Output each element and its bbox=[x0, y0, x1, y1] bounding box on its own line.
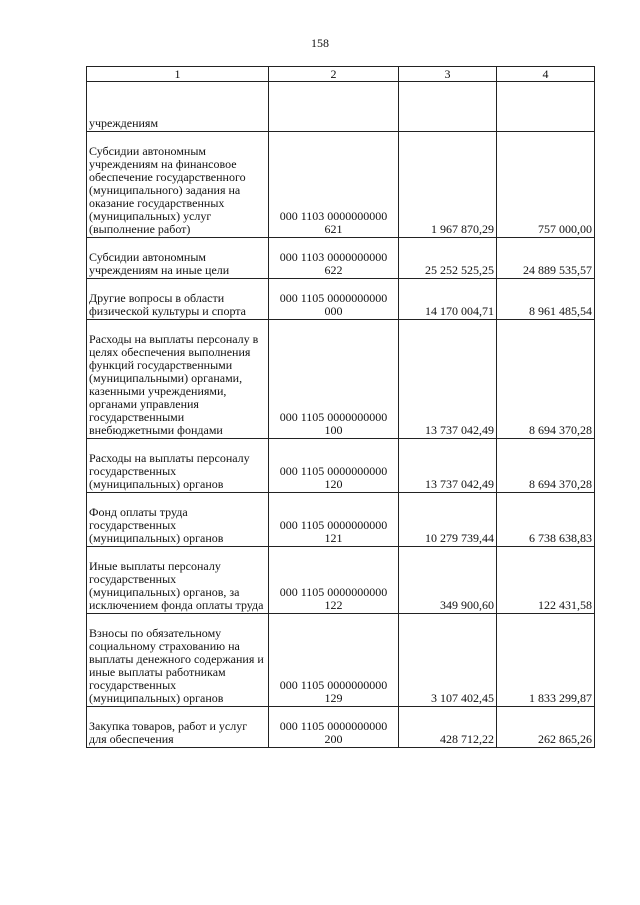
budget-table bbox=[86, 66, 595, 748]
cell-empty bbox=[399, 320, 497, 334]
row-code-line2: 120 bbox=[324, 477, 343, 491]
row-code bbox=[269, 506, 399, 547]
cell-empty bbox=[269, 82, 399, 132]
row-code-line2: 200 bbox=[324, 732, 343, 746]
cell-empty bbox=[497, 320, 595, 334]
row-code-line1: 000 1105 0000000000 bbox=[279, 678, 388, 692]
cell-empty bbox=[269, 614, 399, 628]
cell-empty bbox=[497, 547, 595, 561]
cell-empty bbox=[399, 279, 497, 293]
row-value-3: 428 712,22 bbox=[399, 720, 497, 748]
row-spacer bbox=[87, 320, 595, 334]
cell-empty bbox=[87, 320, 269, 334]
row-code-line1: 000 1103 0000000000 bbox=[279, 209, 388, 223]
row-spacer bbox=[87, 279, 595, 293]
row-name: Расходы на выплаты персоналу государственных (муниципальных) органов bbox=[87, 452, 269, 493]
cell-empty bbox=[399, 238, 497, 252]
column-header-1: 1 bbox=[87, 67, 269, 82]
table-body bbox=[87, 82, 595, 748]
table-row bbox=[87, 145, 595, 238]
row-code-line1: 000 1105 0000000000 bbox=[279, 291, 388, 305]
row-value-4: 6 738 638,83 bbox=[497, 506, 595, 547]
cell-empty bbox=[399, 707, 497, 721]
row-spacer bbox=[87, 707, 595, 721]
row-code-line2: 621 bbox=[324, 222, 343, 236]
row-name: Иные выплаты персоналу государственных (муниципальных) органов, за исключением фонда оплаты труда bbox=[87, 560, 269, 614]
cell-empty bbox=[269, 707, 399, 721]
row-value-3: 13 737 042,49 bbox=[399, 452, 497, 493]
cell-empty bbox=[399, 614, 497, 628]
row-value-4: 122 431,58 bbox=[497, 560, 595, 614]
row-value-4: 8 694 370,28 bbox=[497, 333, 595, 439]
row-value-4: 1 833 299,87 bbox=[497, 627, 595, 707]
table-row bbox=[87, 251, 595, 279]
row-value-4: 262 865,26 bbox=[497, 720, 595, 748]
cell-empty bbox=[497, 238, 595, 252]
row-value-3: 1 967 870,29 bbox=[399, 145, 497, 238]
cell-empty bbox=[497, 707, 595, 721]
table-row bbox=[87, 333, 595, 439]
row-code-line2: 622 bbox=[324, 263, 343, 277]
cell-empty bbox=[497, 493, 595, 507]
table-row bbox=[87, 720, 595, 748]
cell-empty bbox=[87, 132, 269, 146]
row-code-line1: 000 1105 0000000000 bbox=[279, 585, 388, 599]
cell-empty bbox=[497, 132, 595, 146]
row-code-line2: 129 bbox=[324, 691, 343, 705]
cell-empty bbox=[87, 614, 269, 628]
table-row bbox=[87, 452, 595, 493]
row-value-3: 25 252 525,25 bbox=[399, 251, 497, 279]
row-value-3: 14 170 004,71 bbox=[399, 292, 497, 320]
row-code bbox=[269, 720, 399, 748]
row-code-line1: 000 1105 0000000000 bbox=[279, 719, 388, 733]
row-spacer bbox=[87, 493, 595, 507]
row-name: Фонд оплаты труда государственных (муниципальных) органов bbox=[87, 506, 269, 547]
cell-empty bbox=[87, 707, 269, 721]
column-header-4: 4 bbox=[497, 67, 595, 82]
table-row bbox=[87, 560, 595, 614]
row-name: Расходы на выплаты персоналу в целях обеспечения выполнения функций государственными (муниципальными) органами, казенными учреждениями, органами управления государственными внебюджетными фондами bbox=[87, 333, 269, 439]
cell-empty bbox=[497, 439, 595, 453]
page-number: 158 bbox=[311, 36, 329, 50]
cell-empty bbox=[497, 279, 595, 293]
row-code-line2: 122 bbox=[324, 598, 343, 612]
cell-empty bbox=[269, 132, 399, 146]
column-header-2: 2 bbox=[269, 67, 399, 82]
cell-empty bbox=[269, 547, 399, 561]
cell-empty bbox=[399, 132, 497, 146]
row-name: Субсидии автономным учреждениям на иные цели bbox=[87, 251, 269, 279]
table-row bbox=[87, 627, 595, 707]
row-spacer bbox=[87, 238, 595, 252]
row-name: Субсидии автономным учреждениям на финансовое обеспечение государственного (муниципального) задания на оказание государственных (муниципальных) услуг (выполнение работ) bbox=[87, 145, 269, 238]
cell-empty bbox=[269, 320, 399, 334]
row-value-4: 8 694 370,28 bbox=[497, 452, 595, 493]
row-value-4: 24 889 535,57 bbox=[497, 251, 595, 279]
cell-empty bbox=[399, 493, 497, 507]
row-value-4: 757 000,00 bbox=[497, 145, 595, 238]
row-code-line2: 000 bbox=[324, 304, 343, 318]
cell-empty bbox=[269, 238, 399, 252]
row-code bbox=[269, 292, 399, 320]
table-row bbox=[87, 292, 595, 320]
row-code-line2: 121 bbox=[324, 531, 343, 545]
cell-empty bbox=[399, 82, 497, 132]
row-name: Взносы по обязательному социальному страхованию на выплаты денежного содержания и иные выплаты работникам государственных (муниципальных) органов bbox=[87, 627, 269, 707]
row-spacer bbox=[87, 614, 595, 628]
row-name: Закупка товаров, работ и услуг для обеспечения bbox=[87, 720, 269, 748]
table-row bbox=[87, 506, 595, 547]
row-code-line1: 000 1105 0000000000 bbox=[279, 518, 388, 532]
cell-empty bbox=[269, 439, 399, 453]
row-name: Другие вопросы в области физической культуры и спорта bbox=[87, 292, 269, 320]
cell-empty bbox=[269, 279, 399, 293]
row-code-line1: 000 1105 0000000000 bbox=[279, 410, 388, 424]
row-value-3: 13 737 042,49 bbox=[399, 333, 497, 439]
cell-empty bbox=[87, 493, 269, 507]
cell-empty bbox=[497, 614, 595, 628]
row-code bbox=[269, 251, 399, 279]
table-row-continuation bbox=[87, 82, 595, 132]
row-value-3: 349 900,60 bbox=[399, 560, 497, 614]
row-code bbox=[269, 627, 399, 707]
row-spacer bbox=[87, 132, 595, 146]
table-header-row bbox=[87, 67, 595, 82]
cell-empty bbox=[269, 493, 399, 507]
continuation-text: учреждениям bbox=[87, 82, 269, 132]
row-code-line1: 000 1105 0000000000 bbox=[279, 464, 388, 478]
row-code bbox=[269, 333, 399, 439]
row-value-3: 3 107 402,45 bbox=[399, 627, 497, 707]
cell-empty bbox=[497, 82, 595, 132]
cell-empty bbox=[87, 439, 269, 453]
column-header-3: 3 bbox=[399, 67, 497, 82]
row-code bbox=[269, 560, 399, 614]
row-code-line1: 000 1103 0000000000 bbox=[279, 250, 388, 264]
row-spacer bbox=[87, 439, 595, 453]
cell-empty bbox=[87, 279, 269, 293]
row-code bbox=[269, 452, 399, 493]
row-value-3: 10 279 739,44 bbox=[399, 506, 497, 547]
row-value-4: 8 961 485,54 bbox=[497, 292, 595, 320]
cell-empty bbox=[399, 439, 497, 453]
cell-empty bbox=[399, 547, 497, 561]
row-code-line2: 100 bbox=[324, 423, 343, 437]
cell-empty bbox=[87, 238, 269, 252]
cell-empty bbox=[87, 547, 269, 561]
row-code bbox=[269, 145, 399, 238]
row-spacer bbox=[87, 547, 595, 561]
